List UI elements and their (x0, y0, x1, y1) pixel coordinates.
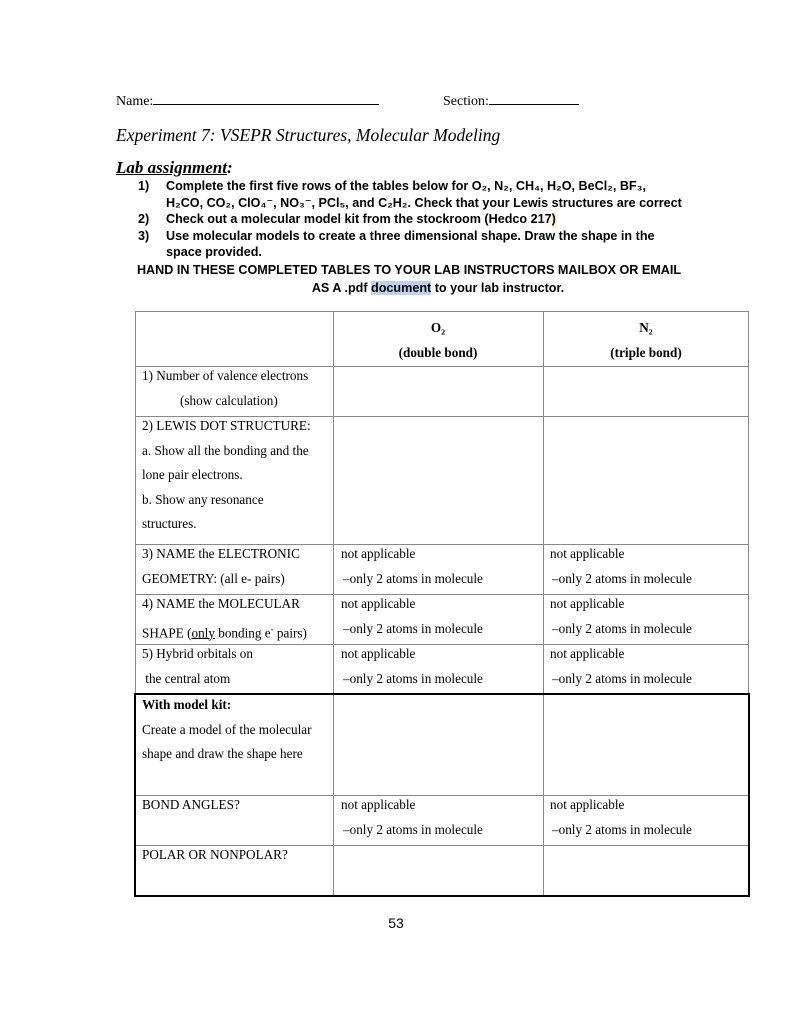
row-label-hybrid-orbitals: 5) Hybrid orbitals on the central atom (142, 646, 253, 686)
page-number: 53 (388, 915, 404, 931)
step-3: 3) Use molecular models to create a three dimensional shape. Draw the shape in the space provided. (138, 228, 655, 259)
cell-n2-molecular-shape: not applicable –only 2 atoms in molecule (550, 596, 692, 636)
column-header-n2: N₂ (triple bond) (610, 320, 682, 360)
cell-n2-bond-angles: not applicable –only 2 atoms in molecule (550, 797, 692, 837)
row-label-model-kit: With model kit: Create a model of the molecular shape and draw the shape here (142, 697, 312, 761)
row-label-lewis: 2) LEWIS DOT STRUCTURE: a. Show all the bonding and the lone pair electrons. b. Show any resonance structures. (142, 418, 311, 531)
hand-in-instructions: HAND IN THESE COMPLETED TABLES TO YOUR LAB INSTRUCTORS MAILBOX OR EMAIL AS A .pdf document to your lab instructor. (136, 263, 682, 295)
section-field (443, 92, 579, 110)
step-1: 1) Complete the first five rows of the tables below for O₂, N₂, CH₄, H₂O, BeCl₂, BF₃, H₂CO, CO₂, ClO₄⁻, NO₃⁻, PCl₅, and C₂H₂. Check that your Lewis structures are correct (138, 179, 682, 210)
name-label: Name: (116, 94, 154, 109)
name-field (116, 92, 379, 110)
vsepr-table (135, 311, 749, 896)
cell-o2-bond-angles: not applicable –only 2 atoms in molecule (341, 797, 483, 837)
row-label-polarity: POLAR OR NONPOLAR? (142, 847, 288, 862)
cell-n2-electronic-geometry: not applicable –only 2 atoms in molecule (550, 546, 692, 586)
row-label-bond-angles: BOND ANGLES? (142, 797, 240, 812)
highlight-mark: ) (551, 212, 556, 226)
section-blank (489, 92, 579, 105)
cell-n2-hybrid-orbitals: not applicable –only 2 atoms in molecule (550, 646, 692, 686)
row-label-valence: 1) Number of valence electrons (show calculation) (142, 368, 309, 408)
step-2: 2) Check out a molecular model kit from the stockroom (Hedco 217) (138, 212, 556, 226)
section-label: Section: (443, 94, 489, 109)
lab-assignment-heading: Lab assignment: (116, 158, 233, 177)
cell-o2-hybrid-orbitals: not applicable –only 2 atoms in molecule (341, 646, 483, 686)
page-title: Experiment 7: VSEPR Structures, Molecular Modeling (116, 125, 501, 145)
assignment-steps (112, 178, 712, 261)
row-label-electronic-geometry: 3) NAME the ELECTRONIC GEOMETRY: (all e- pairs) (142, 546, 300, 586)
selected-text[interactable]: document (371, 280, 432, 295)
name-blank (153, 92, 379, 105)
cell-o2-molecular-shape: not applicable –only 2 atoms in molecule (341, 596, 483, 636)
cell-o2-electronic-geometry: not applicable –only 2 atoms in molecule (341, 546, 483, 586)
row-label-molecular-shape: 4) NAME the MOLECULAR SHAPE (only bonding e- pairs) (142, 596, 307, 640)
column-header-o2: O₂ (double bond) (398, 320, 478, 360)
